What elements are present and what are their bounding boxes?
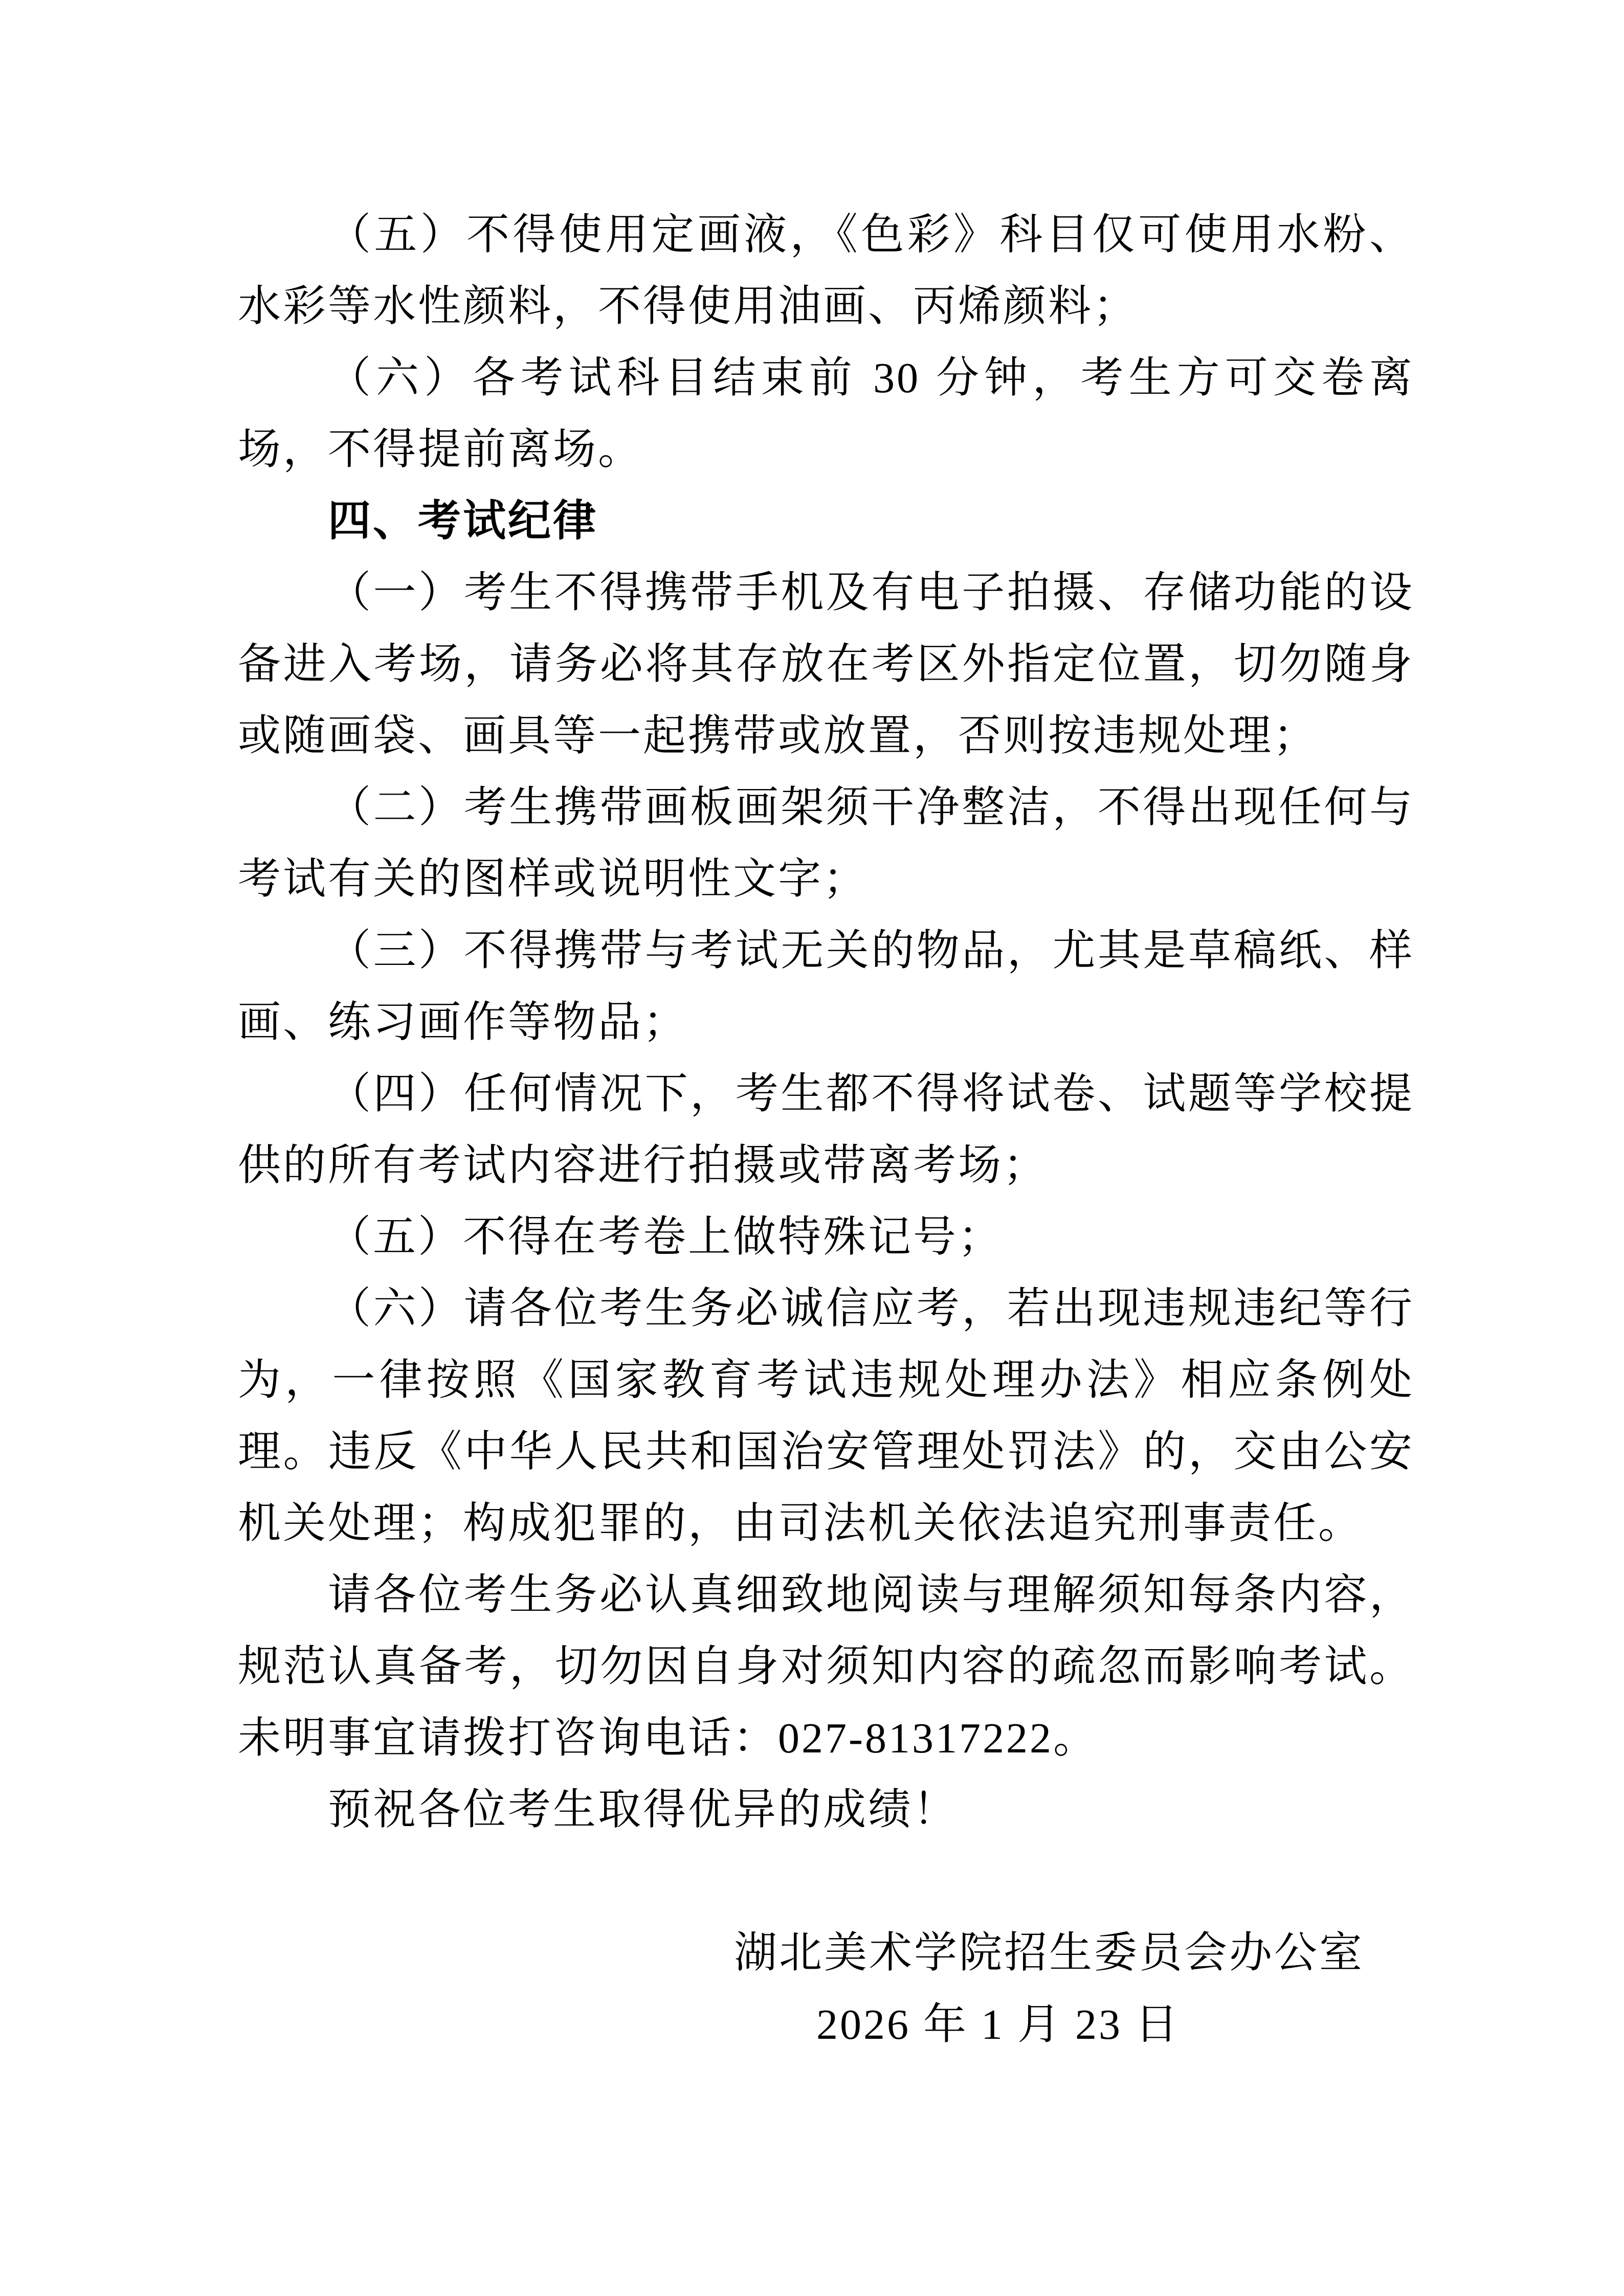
document-body	[238, 199, 1414, 2061]
discipline-rule-3: （三）不得携带与考试无关的物品，尤其是草稿纸、样画、练习画作等物品；	[238, 927, 1414, 1046]
blank-line	[238, 1846, 1414, 1918]
materials-rule-6: （六）各考试科目结束前 30 分钟，考生方可交卷离场，不得提前离场。	[238, 354, 1414, 474]
discipline-rule-5: （五）不得在考卷上做特殊记号；	[328, 1213, 1004, 1261]
issue-date: 2026 年 1 月 23 日	[816, 2001, 1180, 2049]
closing-wish: 预祝各位考生取得优异的成绩！	[328, 1786, 959, 1834]
discipline-rule-6: （六）请各位考生务必诚信应考，若出现违规违纪等行为，一律按照《国家教育考试违规处理办法》相应条例处理。违反《中华人民共和国治安管理处罚法》的，交由公安机关处理；构成犯罪的，由司法机关依法追究刑事责任。	[238, 1285, 1414, 1547]
issuer-signature: 湖北美术学院招生委员会办公室	[733, 1929, 1364, 1977]
closing-advice: 请各位考生务必认真细致地阅读与理解须知每条内容，规范认真备考，切勿因自身对须知内容的疏忽而影响考试。未明事宜请拨打咨询电话：027-81317222。	[238, 1571, 1414, 1762]
discipline-rule-2: （二）考生携带画板画架须干净整洁，不得出现任何与考试有关的图样或说明性文字；	[238, 784, 1414, 903]
discipline-rule-1: （一）考生不得携带手机及有电子拍摄、存储功能的设备进入考场，请务必将其存放在考区外指定位置，切勿随身或随画袋、画具等一起携带或放置，否则按违规处理；	[238, 569, 1414, 760]
section-heading-exam-discipline: 四、考试纪律	[328, 498, 598, 545]
materials-rule-5: （五）不得使用定画液，《色彩》科目仅可使用水粉、水彩等水性颜料，不得使用油画、丙烯颜料；	[238, 211, 1414, 330]
discipline-rule-4: （四）任何情况下，考生都不得将试卷、试题等学校提供的所有考试内容进行拍摄或带离考场；	[238, 1070, 1414, 1189]
